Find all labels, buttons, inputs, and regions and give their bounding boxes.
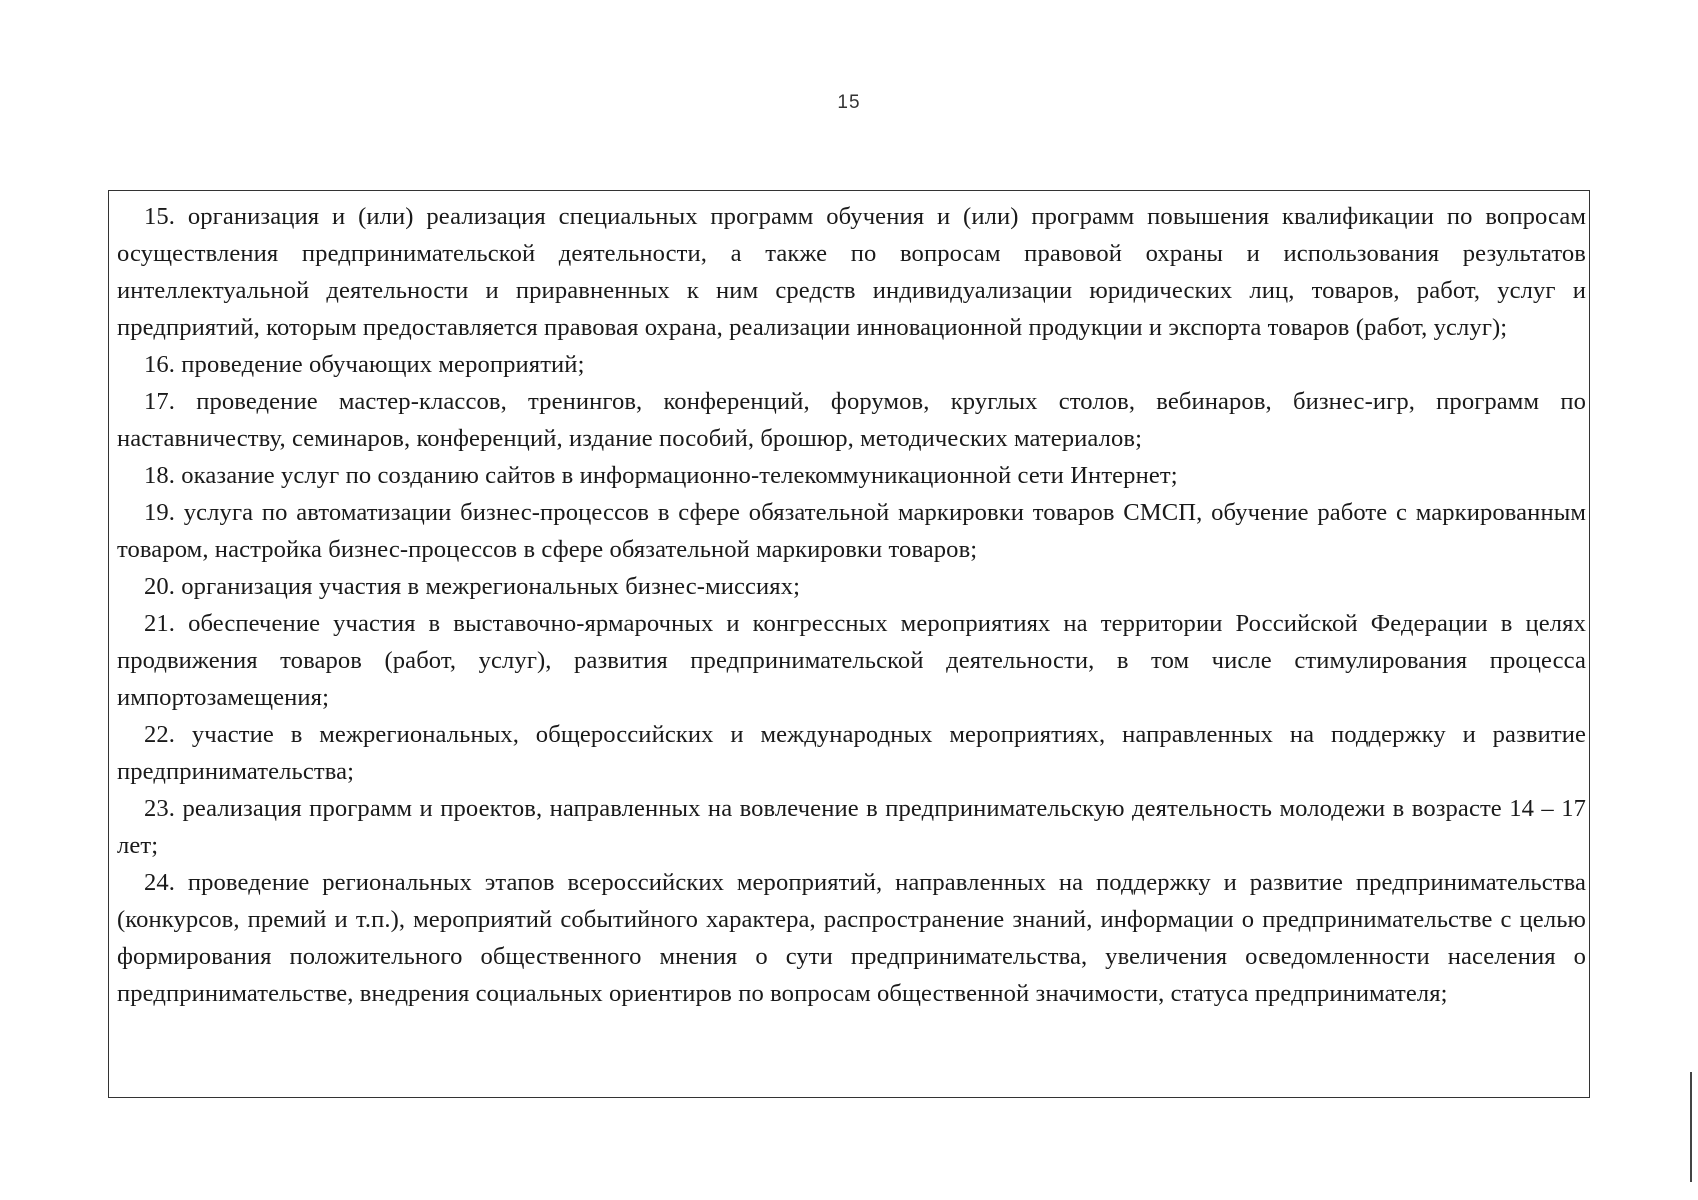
list-item-19: 19. услуга по автоматизации бизнес-процессов в сфере обязательной маркировки товаров СМСП, обучение работе с маркированным товаром, настройка бизнес-процессов в сфере обязательной маркировки товаров;	[117, 499, 1586, 563]
services-list-box	[108, 190, 1590, 1098]
page-number: 15	[837, 92, 861, 113]
list-item-17: 17. проведение мастер-классов, тренингов, конференций, форумов, круглых столов, вебинаров, бизнес-игр, программ по наставничеству, семинаров, конференций, издание пособий, брошюр, методических материалов;	[117, 388, 1586, 452]
list-item-20: 20. организация участия в межрегиональных бизнес-миссиях;	[144, 573, 801, 600]
list-item-24: 24. проведение региональных этапов всероссийских мероприятий, направленных на поддержку и развитие предпринимательства (конкурсов, премий и т.п.), мероприятий событийного характера, распространение знаний, информации о предпринимательстве с целью формирования положительного общественного мнения о сути предпринимательства, увеличения осведомленности населения о предпринимательстве, внедрения социальных ориентиров по вопросам общественной значимости, статуса предпринимателя;	[117, 869, 1586, 1007]
list-item-15: 15. организация и (или) реализация специальных программ обучения и (или) программ повышения квалификации по вопросам осуществления предпринимательской деятельности, а также по вопросам правовой охраны и использования результатов интеллектуальной деятельности и приравненных к ним средств индивидуализации юридических лиц, товаров, работ, услуг и предприятий, которым предоставляется правовая охрана, реализации инновационной продукции и экспорта товаров (работ, услуг);	[117, 203, 1586, 341]
list-item-23: 23. реализация программ и проектов, направленных на вовлечение в предпринимательскую деятельность молодежи в возрасте 14 – 17 лет;	[117, 795, 1586, 859]
list-item-21: 21. обеспечение участия в выставочно-ярмарочных и конгрессных мероприятиях на территории Российской Федерации в целях продвижения товаров (работ, услуг), развития предпринимательской деятельности, в том числе стимулирования процесса импортозамещения;	[117, 610, 1586, 711]
scan-edge-mark	[1690, 1072, 1692, 1182]
list-item-18: 18. оказание услуг по созданию сайтов в информационно-телекоммуникационной сети Интернет;	[144, 462, 1178, 489]
list-item-16: 16. проведение обучающих мероприятий;	[144, 351, 585, 378]
list-item-22: 22. участие в межрегиональных, общероссийских и международных мероприятиях, направленных на поддержку и развитие предпринимательства;	[117, 721, 1586, 785]
